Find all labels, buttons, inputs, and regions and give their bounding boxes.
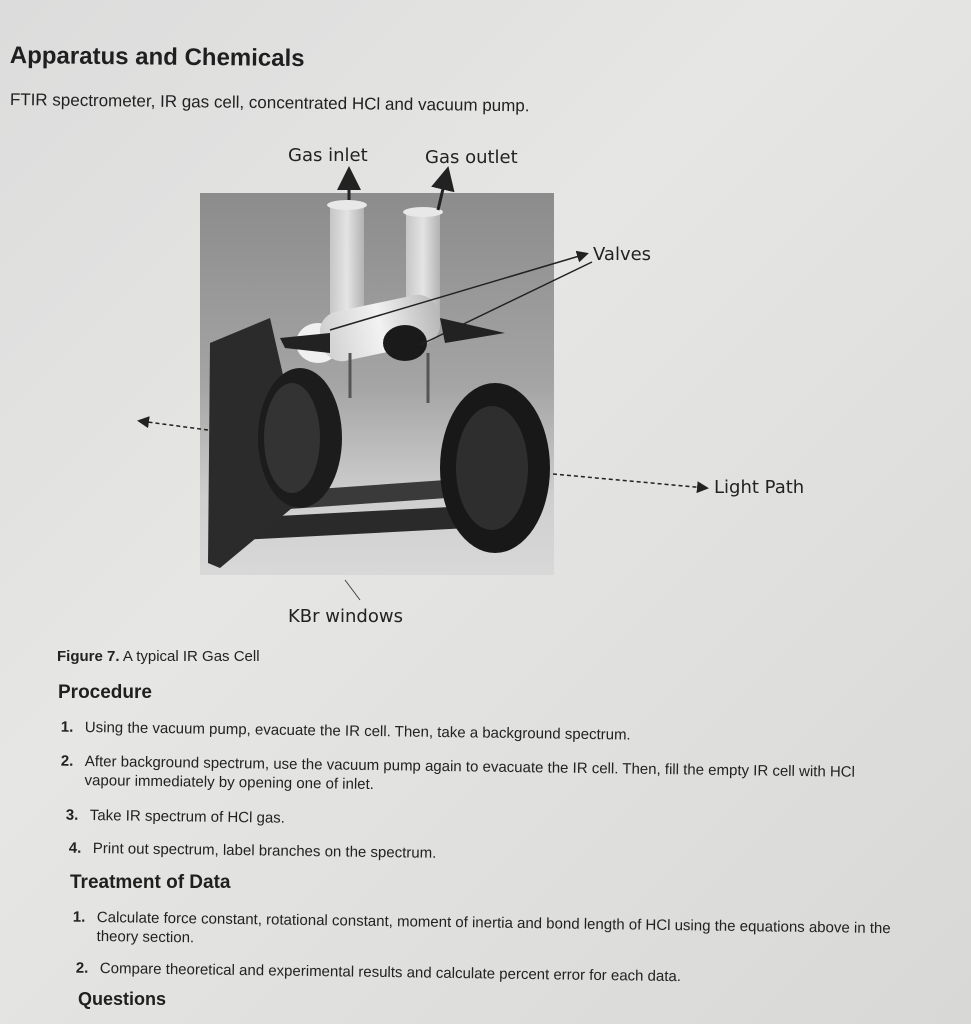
section-title-treatment: Treatment of Data <box>70 872 231 893</box>
valves-pointer-line <box>330 254 586 330</box>
label-valves: Valves <box>593 244 652 265</box>
item-number: 1. <box>60 718 74 736</box>
label-gas-inlet: Gas inlet <box>288 145 368 166</box>
label-kbr-windows: KBr windows <box>288 606 403 627</box>
item-text: Take IR spectrum of HCl gas. <box>89 806 286 827</box>
item-text: Using the vacuum pump, evacuate the IR cell. Then, take a background spectrum. <box>84 718 631 744</box>
label-light-path: Light Path <box>714 477 805 498</box>
figure-number: Figure 7. <box>57 648 120 665</box>
item-number: 2. <box>75 959 89 977</box>
gas-outlet-arrow <box>438 172 447 210</box>
item-number: 1. <box>72 908 86 926</box>
item-number: 4. <box>68 839 82 857</box>
label-gas-outlet: Gas outlet <box>425 147 518 168</box>
light-path-right <box>553 474 706 488</box>
section-title-questions: Questions <box>78 989 167 1009</box>
item-text: After background spectrum, use the vacuum pump again to evacuate the IR cell. Then, fill the empty IR cell with HCl vapour immediately by opening one of inlet. <box>84 752 856 794</box>
item-text: Calculate force constant, rotational constant, moment of inertia and bond length of HCl using the equations above in the theory section. <box>96 908 891 947</box>
figure-caption <box>57 648 260 665</box>
apparatus-text: FTIR spectrometer, IR gas cell, concentrated HCl and vacuum pump. <box>9 90 530 116</box>
section-title-procedure: Procedure <box>58 682 152 703</box>
kbr-pointer-line <box>345 580 360 600</box>
light-path-left <box>140 421 208 430</box>
item-text: Compare theoretical and experimental results and calculate percent error for each data. <box>99 959 682 986</box>
item-number: 3. <box>65 806 79 824</box>
item-number: 2. <box>60 752 74 770</box>
item-text: Print out spectrum, label branches on the spectrum. <box>92 839 437 862</box>
valves-pointer-line-2 <box>420 262 592 345</box>
figure-caption-text: A typical IR Gas Cell <box>119 648 260 665</box>
section-title-apparatus: Apparatus and Chemicals <box>9 42 305 73</box>
